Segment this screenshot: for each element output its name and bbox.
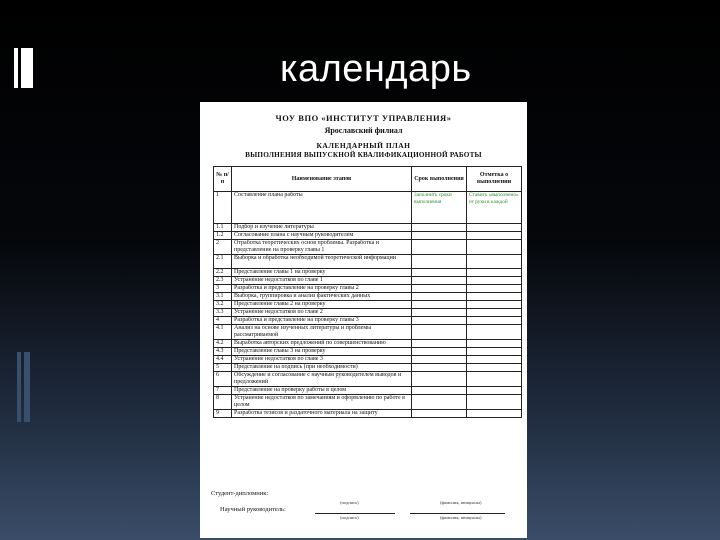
row-name: Устранение недостатков по главе 3 bbox=[232, 356, 412, 364]
row-mark bbox=[467, 410, 522, 418]
row-name: Разработка и представление на проверку главы 2 bbox=[232, 285, 412, 293]
decor-bar-thin bbox=[17, 352, 21, 422]
row-deadline bbox=[412, 410, 467, 418]
table-row bbox=[214, 395, 522, 410]
header-name: Наименование этапов bbox=[232, 167, 412, 192]
row-num: 4.1 bbox=[214, 325, 232, 340]
table-row bbox=[214, 192, 522, 224]
row-num: 2.2 bbox=[214, 269, 232, 277]
table-row bbox=[214, 293, 522, 301]
row-num: 3.2 bbox=[214, 301, 232, 309]
table-row bbox=[214, 301, 522, 309]
row-name: Выборка, группировка и анализ фактических данных bbox=[232, 293, 412, 301]
row-num: 2.3 bbox=[214, 277, 232, 285]
row-name: Согласование плана с научным руководителем bbox=[232, 232, 412, 240]
row-mark bbox=[467, 348, 522, 356]
row-name: Отработка теоретических основ проблемы. Разработка и представление на проверку главы 1 bbox=[232, 240, 412, 255]
table-row bbox=[214, 255, 522, 269]
row-deadline bbox=[412, 372, 467, 387]
row-deadline bbox=[412, 387, 467, 395]
row-mark bbox=[467, 372, 522, 387]
header-num: № п/п bbox=[214, 167, 232, 192]
row-deadline bbox=[412, 232, 467, 240]
header-mark: Отметка о выполнении bbox=[467, 167, 522, 192]
row-mark bbox=[467, 340, 522, 348]
table-row bbox=[214, 277, 522, 285]
row-mark bbox=[467, 293, 522, 301]
row-mark bbox=[467, 224, 522, 232]
row-name: Разработка тезисов и раздаточного материала на защиту bbox=[232, 410, 412, 418]
row-mark bbox=[467, 285, 522, 293]
row-deadline bbox=[412, 348, 467, 356]
table-row bbox=[214, 232, 522, 240]
doc-branch: Ярославский филиал bbox=[324, 126, 403, 135]
plan-table-body bbox=[214, 192, 522, 418]
row-deadline bbox=[412, 340, 467, 348]
name-line bbox=[410, 513, 505, 514]
row-mark bbox=[467, 387, 522, 395]
row-num: 4.4 bbox=[214, 356, 232, 364]
document-page bbox=[200, 102, 527, 538]
caption-name-top: (фамилия, инициалы) bbox=[440, 500, 482, 505]
table-row bbox=[214, 410, 522, 418]
row-mark bbox=[467, 269, 522, 277]
row-num: 6 bbox=[214, 372, 232, 387]
row-name: Представление на проверку работы в целом bbox=[232, 387, 412, 395]
row-mark: Ставить «выполнено» от руки в каждой bbox=[467, 192, 522, 224]
row-deadline bbox=[412, 255, 467, 269]
table-row bbox=[214, 364, 522, 372]
table-row bbox=[214, 285, 522, 293]
doc-org: ЧОУ ВПО «ИНСТИТУТ УПРАВЛЕНИЯ» bbox=[275, 113, 452, 123]
slide-title: календарь bbox=[280, 48, 472, 90]
doc-plan-title: КАЛЕНДАРНЫЙ ПЛАН bbox=[316, 141, 411, 150]
row-deadline bbox=[412, 269, 467, 277]
decor-bar-thin bbox=[14, 48, 18, 88]
row-num: 7 bbox=[214, 387, 232, 395]
row-name: Выборка и обработка необходимой теоретической информации bbox=[232, 255, 412, 269]
decorative-bars-bottom bbox=[17, 352, 31, 422]
row-name: Анализ на основе изученных литературы и проблемы рассматриваемой bbox=[232, 325, 412, 340]
row-deadline bbox=[412, 301, 467, 309]
row-num: 5 bbox=[214, 364, 232, 372]
row-num: 1.1 bbox=[214, 224, 232, 232]
row-mark bbox=[467, 301, 522, 309]
table-row bbox=[214, 240, 522, 255]
row-mark bbox=[467, 255, 522, 269]
row-name: Разработка и представление на проверку главы 3 bbox=[232, 317, 412, 325]
row-name: Представление на подпись (при необходимости) bbox=[232, 364, 412, 372]
table-row bbox=[214, 348, 522, 356]
table-row bbox=[214, 309, 522, 317]
row-mark bbox=[467, 356, 522, 364]
caption-sign: (подпись) bbox=[340, 515, 359, 520]
row-num: 2 bbox=[214, 240, 232, 255]
table-row bbox=[214, 325, 522, 340]
table-row bbox=[214, 372, 522, 387]
row-mark bbox=[467, 309, 522, 317]
row-mark bbox=[467, 325, 522, 340]
row-name: Устранение недостатков по главе 2 bbox=[232, 309, 412, 317]
decorative-bars-top bbox=[14, 48, 34, 88]
row-mark bbox=[467, 277, 522, 285]
row-num: 2.1 bbox=[214, 255, 232, 269]
caption-sign-top: (подпись) bbox=[340, 500, 359, 505]
table-row bbox=[214, 340, 522, 348]
table-row bbox=[214, 356, 522, 364]
row-deadline bbox=[412, 325, 467, 340]
caption-name: (фамилия, инициалы) bbox=[440, 515, 482, 520]
row-deadline bbox=[412, 277, 467, 285]
signature-line bbox=[315, 513, 395, 514]
row-num: 3.1 bbox=[214, 293, 232, 301]
table-header-row bbox=[214, 167, 522, 192]
table-row bbox=[214, 224, 522, 232]
row-num: 8 bbox=[214, 395, 232, 410]
doc-plan-subtitle: ВЫПОЛНЕНИЯ ВЫПУСКНОЙ КВАЛИФИКАЦИОННОЙ РАБОТЫ bbox=[245, 151, 482, 159]
decor-bar-thick bbox=[21, 48, 33, 88]
row-deadline bbox=[412, 364, 467, 372]
row-name: Составление плана работы bbox=[232, 192, 412, 224]
row-deadline bbox=[412, 293, 467, 301]
row-num: 3.3 bbox=[214, 309, 232, 317]
row-mark bbox=[467, 395, 522, 410]
plan-table bbox=[213, 166, 522, 418]
row-name: Представление главы 1 на проверку bbox=[232, 269, 412, 277]
row-deadline bbox=[412, 224, 467, 232]
row-deadline bbox=[412, 317, 467, 325]
row-num: 1.2 bbox=[214, 232, 232, 240]
student-signature-label: Студент-дипломник: bbox=[211, 490, 269, 497]
row-name: Выработка авторских предложений по совершенствованию bbox=[232, 340, 412, 348]
row-num: 4.2 bbox=[214, 340, 232, 348]
row-num: 3 bbox=[214, 285, 232, 293]
row-num: 4.3 bbox=[214, 348, 232, 356]
row-deadline: Заполнить сроки выполнения bbox=[412, 192, 467, 224]
table-row bbox=[214, 269, 522, 277]
row-num: 9 bbox=[214, 410, 232, 418]
row-mark bbox=[467, 317, 522, 325]
row-num: 1 bbox=[214, 192, 232, 224]
supervisor-signature-label: Научный руководитель: bbox=[220, 506, 286, 513]
row-deadline bbox=[412, 356, 467, 364]
row-num: 4 bbox=[214, 317, 232, 325]
row-name: Представление главы 3 на проверку bbox=[232, 348, 412, 356]
row-name: Обсуждение и согласование с научным руководителем выводов и предложений bbox=[232, 372, 412, 387]
row-deadline bbox=[412, 309, 467, 317]
header-deadline: Срок выполнения bbox=[412, 167, 467, 192]
row-name: Устранение недостатков по замечаниям и оформлению по работе в целом bbox=[232, 395, 412, 410]
row-name: Подбор и изучение литературы bbox=[232, 224, 412, 232]
row-deadline bbox=[412, 395, 467, 410]
row-deadline bbox=[412, 285, 467, 293]
table-row bbox=[214, 387, 522, 395]
table-row bbox=[214, 317, 522, 325]
row-mark bbox=[467, 240, 522, 255]
row-mark bbox=[467, 364, 522, 372]
row-name: Представление главы 2 на проверку bbox=[232, 301, 412, 309]
row-mark bbox=[467, 232, 522, 240]
decor-bar-thick bbox=[24, 352, 30, 422]
row-name: Устранение недостатков по главе 1 bbox=[232, 277, 412, 285]
row-deadline bbox=[412, 240, 467, 255]
